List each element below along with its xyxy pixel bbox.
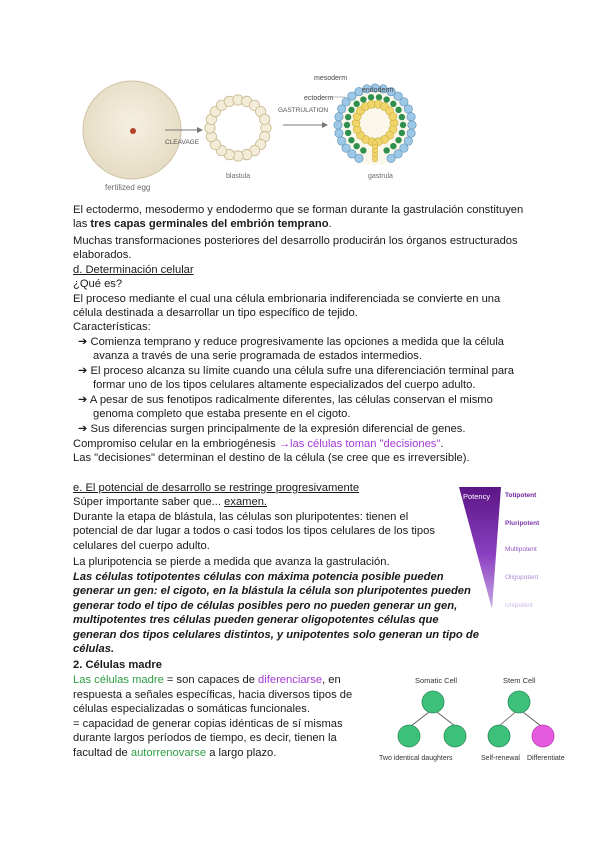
mesoderm-label: mesoderm bbox=[314, 75, 348, 82]
ectoderm-cell bbox=[387, 154, 395, 162]
differentiate-label: Differentiate bbox=[527, 755, 565, 762]
ectoderm-label: ectoderm bbox=[304, 95, 334, 102]
mesoderm-cell bbox=[345, 130, 351, 136]
mesoderm-cell bbox=[360, 96, 366, 102]
stem-line-3: células especializadas o somáticas funcionales. bbox=[73, 703, 310, 715]
item-text: A pesar de sus fenotipos radicalmente diferentes, las células conservan el mismo bbox=[89, 394, 493, 406]
somatic-cell-title: Somatic Cell bbox=[415, 676, 458, 685]
stem-cell-title: Stem Cell bbox=[503, 676, 536, 685]
arrow-icon: ➔ bbox=[78, 394, 88, 406]
mesoderm-cell bbox=[368, 94, 374, 100]
potency-level-label: Unipotent bbox=[505, 602, 533, 609]
identical-daughters-label: Two identical daughters bbox=[379, 755, 453, 762]
mesoderm-cell bbox=[400, 122, 406, 128]
self-renewal-label: Self-renewal bbox=[481, 755, 520, 762]
list-item bbox=[78, 335, 504, 349]
potency-level-label: Oligopotent bbox=[505, 574, 539, 581]
characteristics-title: Características: bbox=[73, 321, 151, 333]
list-item bbox=[78, 393, 493, 407]
gastrula bbox=[334, 84, 416, 165]
blastula bbox=[205, 95, 271, 161]
arrow-icon: ➔ bbox=[78, 365, 88, 377]
mesoderm-cell bbox=[348, 107, 354, 113]
section-e-line-2: potencial de dar lugar a todos o casi todos los tipos celulares de los tipos bbox=[73, 525, 435, 537]
italic-note-3: generar todo el tipo de células posibles pero no pueden generar un gen, bbox=[73, 600, 458, 612]
arrow-icon: ➔ bbox=[78, 336, 88, 348]
commitment-text: Compromiso celular en la embriogénesis bbox=[73, 438, 279, 450]
egg-nucleus bbox=[130, 128, 136, 134]
stem-text: facultad de bbox=[73, 747, 131, 759]
embryo-development-figure bbox=[0, 0, 600, 200]
egg-label: fertilized egg bbox=[105, 183, 151, 192]
commitment-line bbox=[73, 437, 443, 451]
stem-cells-highlight: Las células madre bbox=[73, 674, 164, 686]
mesoderm-cell bbox=[353, 143, 359, 149]
italic-note-4: multipotentes tres células pueden generar oligopotentes células que bbox=[73, 614, 439, 626]
differentiated-cell bbox=[532, 725, 554, 747]
exam-link[interactable]: examen. bbox=[224, 496, 268, 508]
mesoderm-cell bbox=[399, 114, 405, 120]
important-line bbox=[73, 495, 267, 509]
mesoderm-cell bbox=[399, 130, 405, 136]
potency-level-label: Multipotent bbox=[505, 546, 537, 553]
blastula-label: blastula bbox=[226, 173, 251, 180]
important-text: Súper importante saber que... bbox=[73, 496, 225, 508]
arrow-icon: ➔ bbox=[78, 423, 88, 435]
decisions-line: Las "decisiones" determinan el destino de la célula (se cree que es irreversible). bbox=[73, 452, 470, 464]
potency-title: Potency bbox=[463, 492, 491, 501]
ectoderm-cell bbox=[404, 105, 412, 113]
section-e-line-4: La pluripotencia se pierde a medida que avanza la gastrulación. bbox=[73, 556, 390, 568]
stem-line-4: = capacidad de generar copias idénticas de sí mismas bbox=[73, 718, 343, 730]
mesoderm-cell bbox=[360, 147, 366, 153]
stem-line-2: respuesta a señales específicas, hacia diversos tipos de bbox=[73, 689, 353, 701]
mesoderm-cell bbox=[383, 96, 389, 102]
italic-note-6: células. bbox=[73, 643, 115, 655]
stem-text-end: , en bbox=[322, 674, 341, 686]
mesoderm-cell bbox=[353, 101, 359, 107]
mesoderm-cell bbox=[390, 101, 396, 107]
endoderm-label: endoderm bbox=[362, 87, 394, 94]
ectoderm-cell bbox=[407, 129, 415, 137]
somatic-parent-cell bbox=[422, 691, 444, 713]
mesoderm-cell bbox=[395, 107, 401, 113]
section-e-line-1: Durante la etapa de blástula, las células son pluripotentes: tienen el bbox=[73, 511, 409, 523]
self-renewed-cell bbox=[488, 725, 510, 747]
gastrulation-label: GASTRULATION bbox=[278, 107, 329, 114]
section-2-heading: 2. Células madre bbox=[73, 659, 162, 671]
list-item bbox=[78, 364, 514, 378]
section-e-heading: e. El potencial de desarrollo se restringe progresivamente bbox=[73, 482, 360, 494]
mesoderm-cell bbox=[395, 137, 401, 143]
mesoderm-cell bbox=[345, 114, 351, 120]
mesoderm-cell bbox=[383, 147, 389, 153]
list-item-cont: genoma completo que estaba presente en el cigoto. bbox=[93, 408, 351, 420]
question: ¿Qué es? bbox=[73, 278, 123, 290]
self-renew-highlight: autorrenovarse bbox=[130, 747, 207, 759]
right-arrow-icon: → bbox=[278, 438, 291, 450]
blastula-cell bbox=[259, 114, 269, 124]
mesoderm-cell bbox=[344, 122, 350, 128]
ectoderm-cell bbox=[408, 121, 416, 129]
endoderm-cell bbox=[372, 156, 378, 162]
stem-line-5: durante largos períodos de tiempo, es decir, tienen la bbox=[73, 732, 337, 744]
italic-note-2: generar un gen: el cigoto, en la blástula la célula son pluripotentes pueden bbox=[73, 585, 471, 597]
cell-division-diagram bbox=[377, 672, 582, 772]
cleavage-label: CLEAVAGE bbox=[165, 139, 200, 146]
italic-note-1: Las células totipotentes células con máxima potencia posible pueden bbox=[73, 571, 444, 583]
stem-line-1 bbox=[73, 673, 341, 687]
ectoderm-cell bbox=[407, 113, 415, 121]
stem-text-end: a largo plazo. bbox=[206, 747, 277, 759]
list-item-cont: avanza a través de una serie programada de estados intermedios. bbox=[93, 350, 422, 362]
intro-line-1: El ectodermo, mesodermo y endodermo que se forman durante la gastrulación constituyen bbox=[73, 204, 524, 216]
definition-line-2: célula destinada a desarrollar un tipo específico de tejido. bbox=[73, 307, 358, 319]
commitment-period: . bbox=[440, 438, 444, 450]
daughter-cell bbox=[398, 725, 420, 747]
stem-text: = son capaces de bbox=[163, 674, 259, 686]
daughter-cell bbox=[444, 725, 466, 747]
intro-period: . bbox=[328, 218, 332, 230]
definition-line-1: El proceso mediante el cual una célula embrionaria indiferenciada se convierte en una bbox=[73, 293, 501, 305]
intro-text: las bbox=[73, 218, 91, 230]
ectoderm-cell bbox=[335, 113, 343, 121]
italic-note-5: generan dos tipos celulares distintos, y unipotentes solo generan un tipo de bbox=[73, 629, 479, 641]
item-text: El proceso alcanza su límite cuando una célula sufre una diferenciación terminal para bbox=[90, 365, 514, 377]
mesoderm-cell bbox=[376, 94, 382, 100]
endoderm-cell bbox=[389, 113, 397, 121]
section-d-heading: d. Determinación celular bbox=[73, 264, 194, 276]
list-item bbox=[78, 422, 466, 436]
decisions-highlight: las células toman "decisiones" bbox=[290, 438, 441, 450]
ectoderm-cell bbox=[334, 121, 342, 129]
mesoderm-cell bbox=[390, 143, 396, 149]
potency-level-label: Pluripotent bbox=[505, 520, 540, 527]
stem-parent-cell bbox=[508, 691, 530, 713]
stem-line-6 bbox=[73, 746, 276, 760]
item-text: Sus diferencias surgen principalmente de la expresión diferencial de genes. bbox=[90, 423, 466, 435]
intro-line-4: elaborados. bbox=[73, 249, 132, 261]
potency-triangle bbox=[459, 487, 501, 609]
ectoderm-cell bbox=[335, 129, 343, 137]
ectoderm-cell bbox=[337, 137, 345, 145]
gastrula-label: gastrula bbox=[368, 173, 393, 180]
germ-layers-bold: tres capas germinales del embrión temprano bbox=[90, 218, 329, 230]
intro-line-2 bbox=[73, 217, 332, 231]
list-item-cont: formar uno de los tipos celulares altamente especializados del cuerpo adulto. bbox=[93, 379, 476, 391]
mesoderm-cell bbox=[348, 137, 354, 143]
potency-diagram bbox=[455, 483, 585, 618]
section-e-line-3: celulares del cuerpo adulto. bbox=[73, 540, 210, 552]
intro-line-3: Muchas transformaciones posteriores del desarrollo producirán los órganos estructurados bbox=[73, 235, 518, 247]
differentiate-highlight: diferenciarse bbox=[258, 674, 323, 686]
potency-level-label: Totipotent bbox=[505, 492, 537, 499]
item-text: Comienza temprano y reduce progresivamente las opciones a medida que la célula bbox=[90, 336, 505, 348]
